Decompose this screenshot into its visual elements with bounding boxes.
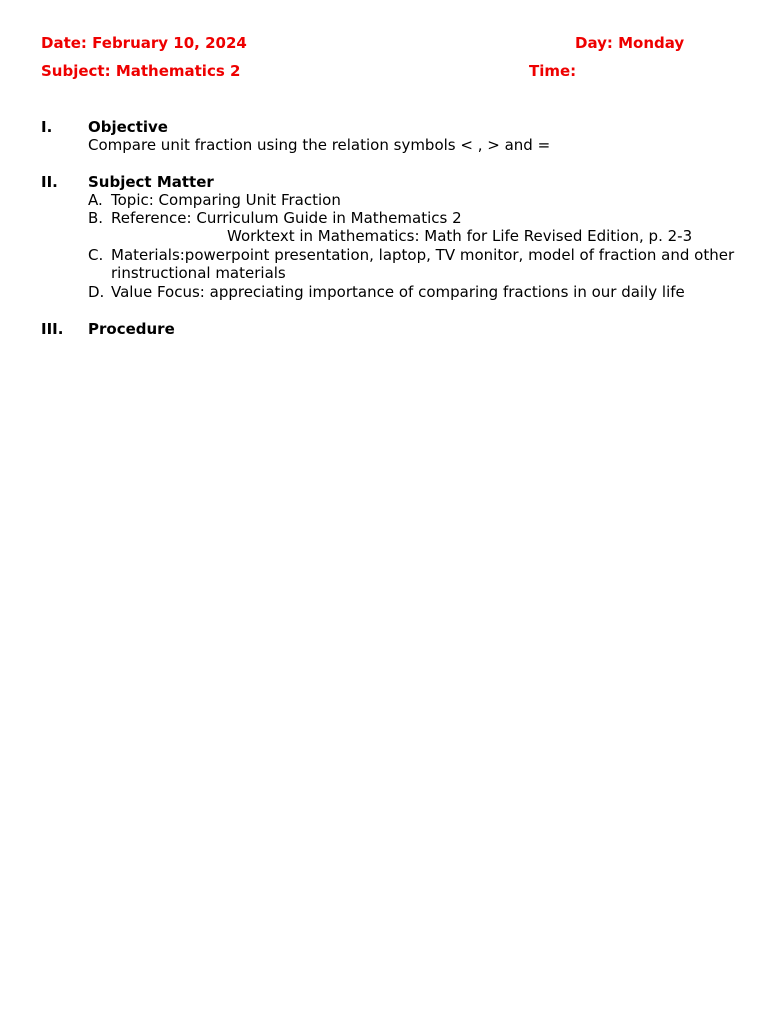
list-item-letter: C. [88, 246, 104, 264]
list-item-value-focus: Value Focus: appreciating importance of comparing fractions in our daily life [111, 283, 685, 301]
objective-numeral: I. [41, 118, 53, 136]
time-label: Time: [529, 62, 577, 80]
subject-label: Subject: Mathematics 2 [41, 62, 241, 80]
list-item-reference-continuation: Worktext in Mathematics: Math for Life Revised Edition, p. 2-3 [227, 227, 693, 245]
list-item-letter: B. [88, 209, 104, 227]
procedure-numeral: III. [41, 320, 64, 338]
list-item-materials-continuation: rinstructional materials [111, 264, 286, 282]
objective-text: Compare unit fraction using the relation symbols < , > and = [88, 136, 551, 154]
objective-heading: Objective [88, 118, 168, 136]
list-item-letter: A. [88, 191, 103, 209]
date-label: Date: February 10, 2024 [41, 34, 247, 52]
list-item-reference: Reference: Curriculum Guide in Mathematics 2 [111, 209, 462, 227]
subject-matter-heading: Subject Matter [88, 173, 214, 191]
procedure-heading: Procedure [88, 320, 175, 338]
list-item-letter: D. [88, 283, 105, 301]
subject-matter-numeral: II. [41, 173, 58, 191]
list-item-topic: Topic: Comparing Unit Fraction [111, 191, 341, 209]
list-item-materials: Materials:powerpoint presentation, laptop, TV monitor, model of fraction and other [111, 246, 735, 264]
day-label: Day: Monday [575, 34, 685, 52]
